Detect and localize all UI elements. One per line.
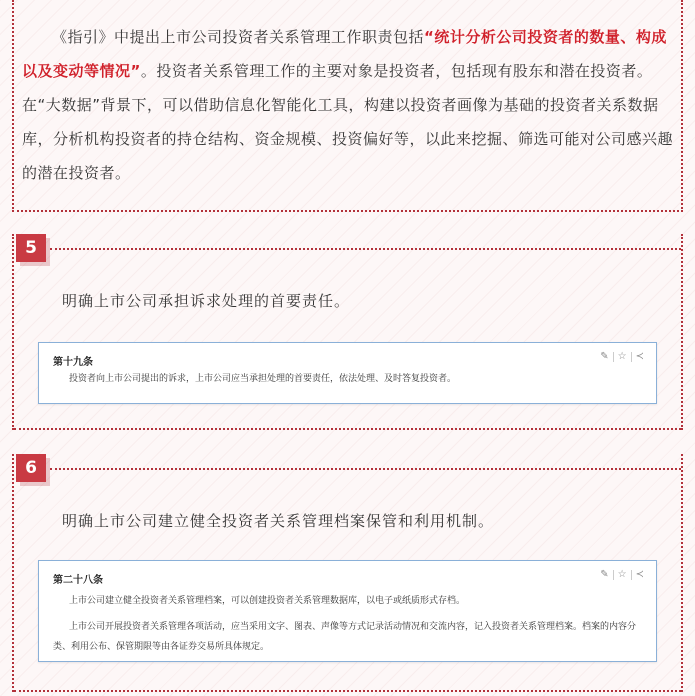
star-icon[interactable]: ☆ xyxy=(617,569,627,580)
card-toolbar xyxy=(600,569,644,580)
intro-text-before: 《指引》中提出上市公司投资者关系管理工作职责包括 xyxy=(52,28,425,46)
article-card xyxy=(38,560,657,662)
intro-highlight: “统计分析公司投资者的数量、构成以及变动等情况” xyxy=(22,28,667,80)
article-card xyxy=(38,342,657,404)
intro-paragraph xyxy=(22,20,673,190)
article-paragraph: 投资者向上市公司提出的诉求，上市公司应当承担处理的首要责任，依法处理、及时答复投资者。 xyxy=(69,374,457,384)
article-paragraph: 上市公司开展投资者关系管理各项活动，应当采用文字、图表、声像等方式记录活动情况和交流内容，记入投资者关系管理档案。档案的内容分类、利用公布、保管期限等由各证券交易所具体规定。 xyxy=(53,622,637,652)
intro-block xyxy=(12,0,683,212)
star-icon[interactable]: ☆ xyxy=(617,351,627,362)
section-bottom-border xyxy=(14,428,681,430)
pen-icon[interactable]: ✎ xyxy=(600,569,609,580)
section-statement: 明确上市公司建立健全投资者关系管理档案保管和利用机制。 xyxy=(62,512,495,530)
share-icon[interactable]: ≺ xyxy=(635,351,644,362)
article-paragraph: 上市公司建立健全投资者关系管理档案，可以创建投资者关系管理数据库，以电子或纸质形式存档。 xyxy=(69,596,466,606)
section-number-badge: 5 xyxy=(16,234,46,262)
section-statement: 明确上市公司承担诉求处理的首要责任。 xyxy=(62,292,351,310)
share-icon[interactable]: ≺ xyxy=(635,569,644,580)
section-divider xyxy=(50,468,681,470)
card-toolbar xyxy=(600,351,644,362)
section-number-badge: 6 xyxy=(16,454,46,482)
section-bottom-border xyxy=(14,690,681,692)
section-6 xyxy=(12,454,683,692)
section-divider xyxy=(50,248,681,250)
intro-text-after: 。投资者关系管理工作的主要对象是投资者，包括现有股东和潜在投资者。在“大数据”背景下，可以借助信息化智能化工具，构建以投资者画像为基础的投资者关系数据库，分析机构投资者的持仓结构、资金规模、投资偏好等，以此来挖掘、筛选可能对公司感兴趣的潜在投资者。 xyxy=(22,62,674,182)
pen-icon[interactable]: ✎ xyxy=(600,351,609,362)
article-title: 第二十八条 xyxy=(53,575,103,586)
article-title: 第十九条 xyxy=(53,357,93,368)
section-5 xyxy=(12,234,683,430)
